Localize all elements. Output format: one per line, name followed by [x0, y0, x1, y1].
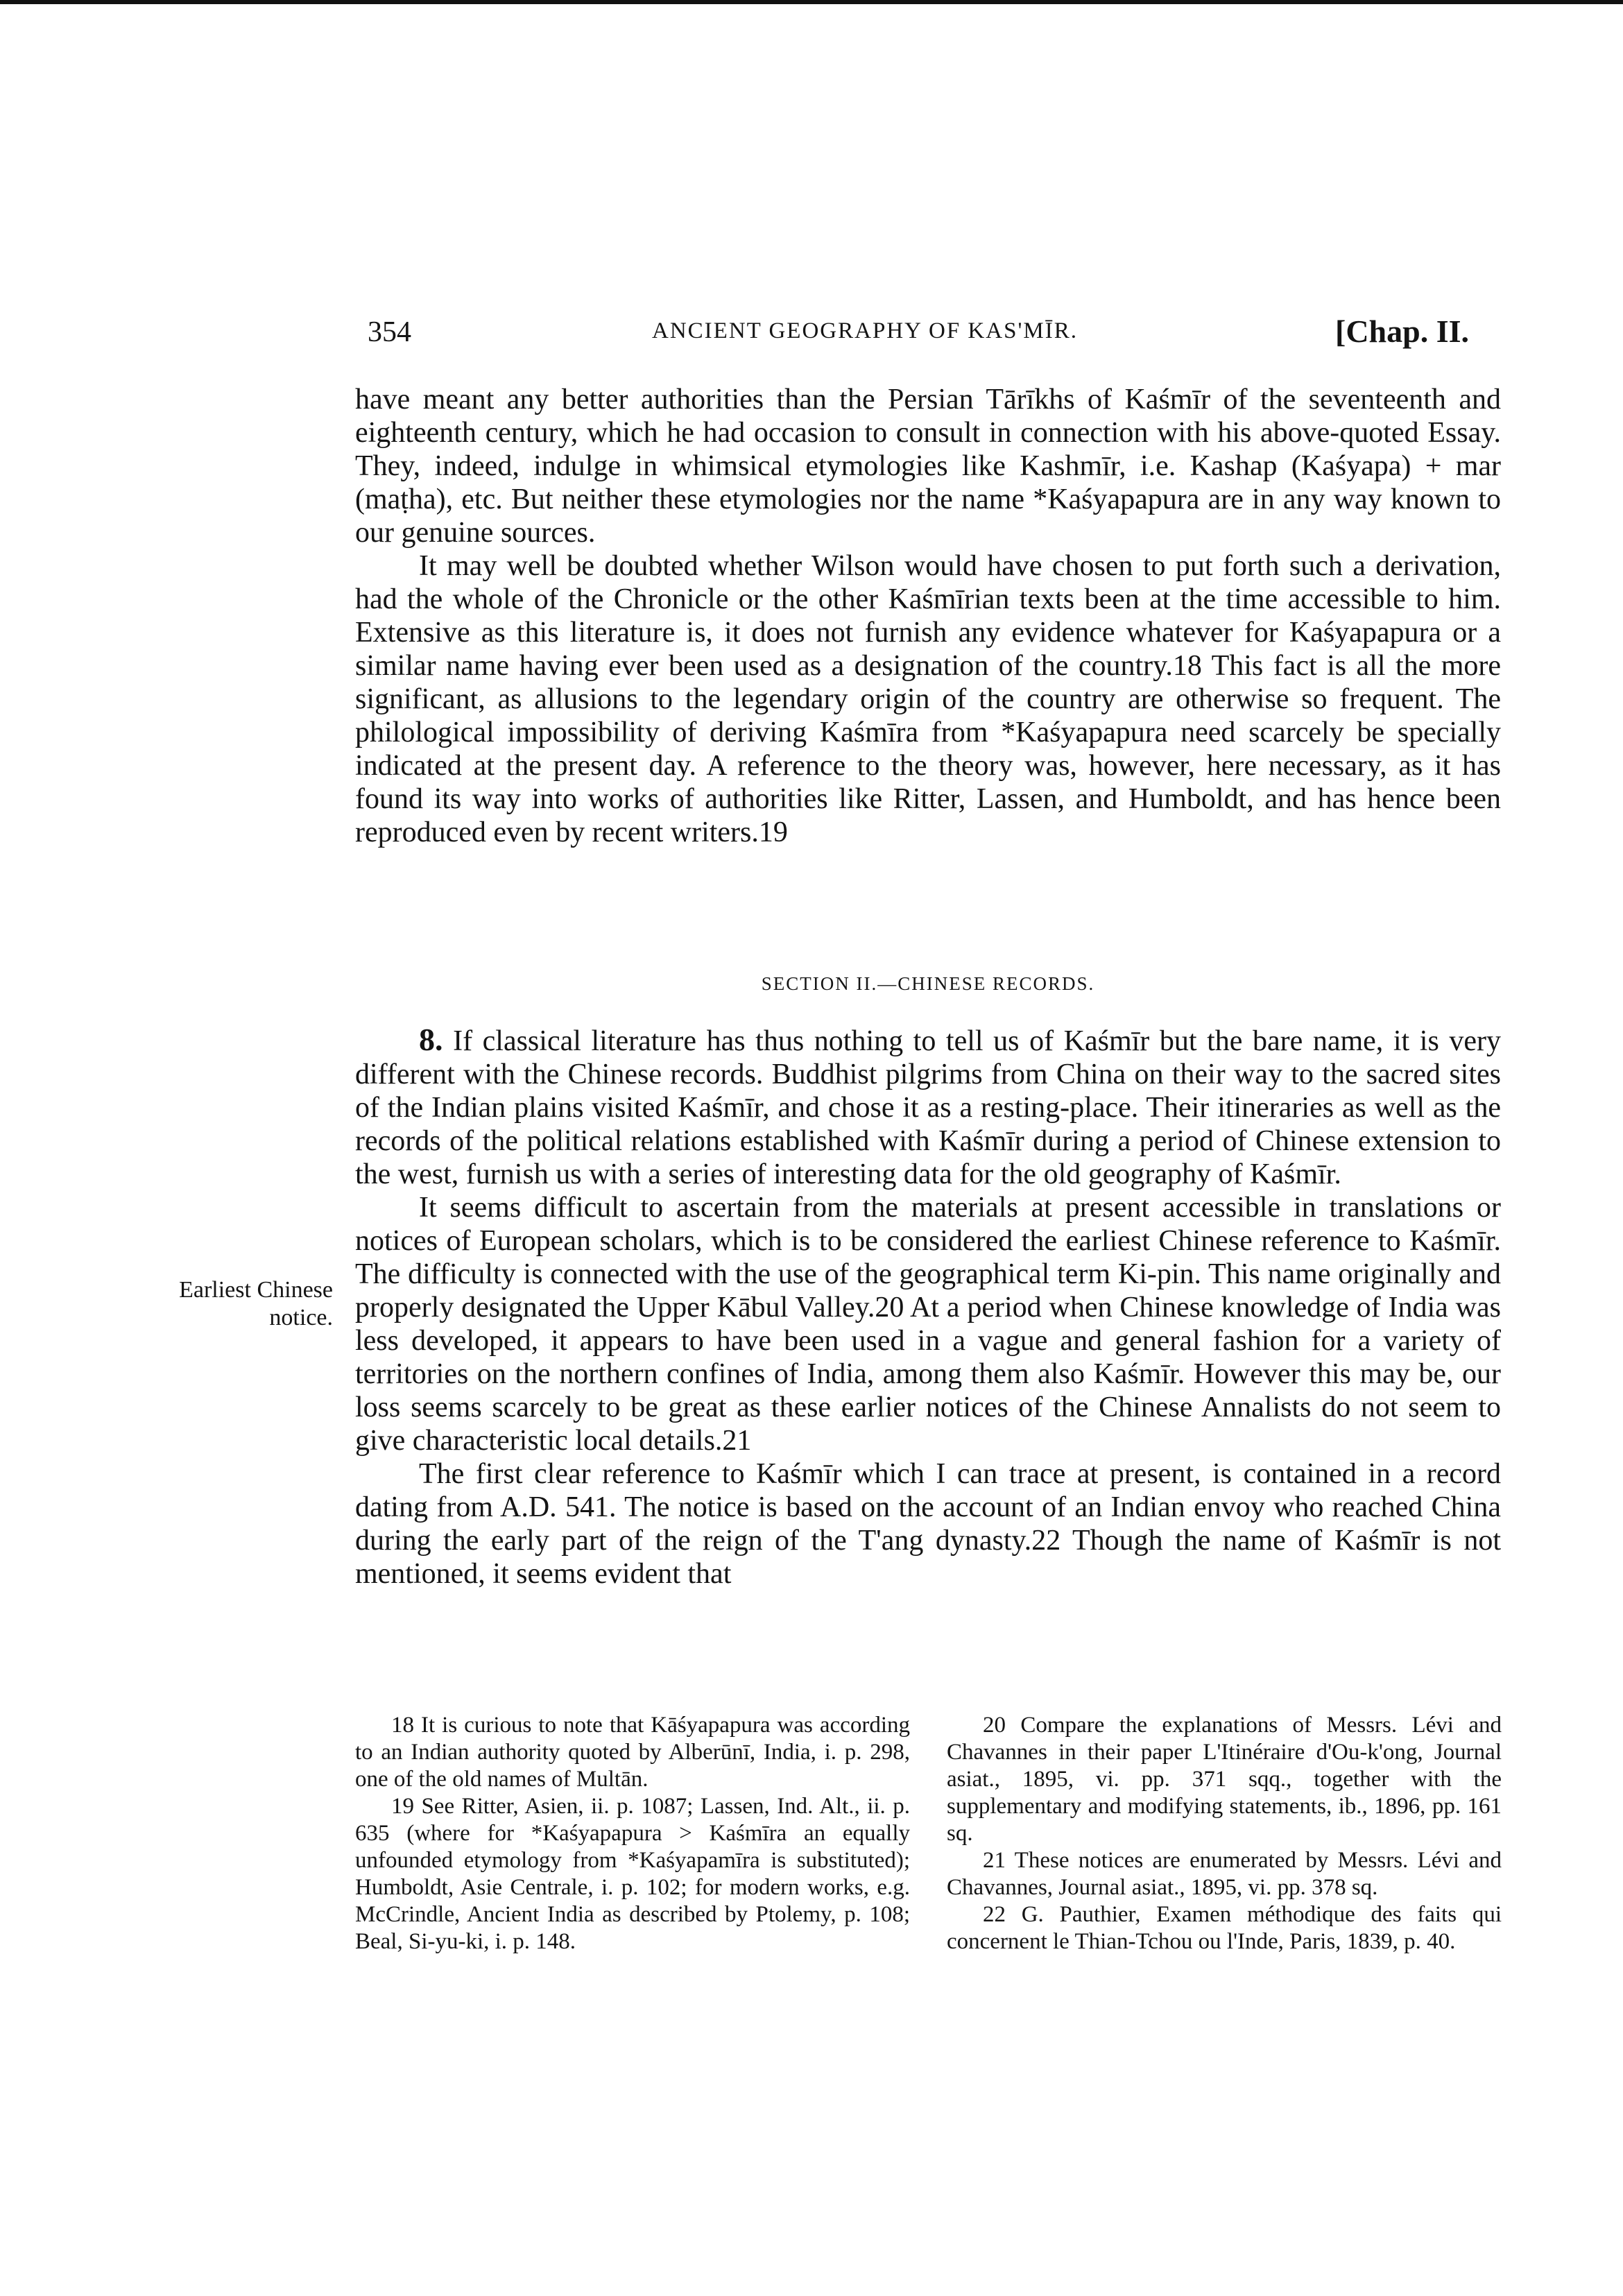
section-number: 8. [419, 1022, 443, 1057]
section-paragraph-2: It seems difficult to ascertain from the materials at present accessible in translations or notices of European scholars, which is to be considered the earliest Chinese reference to Kaśmīr. The difficulty is connected with the use of the geographical term Ki-pin. This name originally and properly designated the Upper Kābul Valley.20 At a period when Chinese knowledge of India was less developed, it appears to have been used in a vague and general fashion for a variety of territories on the northern confines of India, among them also Kaśmīr. However this may be, our loss seems scarcely to be great as these earlier notices of the Chinese Annalists do not seem to give characteristic local details.21 [355, 1192, 1501, 1457]
body-text-top [355, 383, 1501, 849]
section-paragraph-1-text: If classical literature has thus nothing to tell us of Kaśmīr but the bare name, it is very different with the Chinese records. Buddhist pilgrims from China on their way to the sacred sites of the Indian plains visited Kaśmīr, and chose it as a resting-place. Their itineraries as well as the records of the political relations established with Kaśmīr during a period of Chinese extension to the west, furnish us with a series of interesting data for the old geography of Kaśmīr. [355, 1025, 1501, 1190]
footnote-20: 20 Compare the explanations of Messrs. Lévi and Chavannes in their paper L'Itinéraire d'Ou-k'ong, Journal asiat., 1895, vi. pp. 371 sqq., together with the supplementary and modifying statements, ib., 1896, pp. 161 sq. [947, 1713, 1502, 1846]
footnote-18: 18 It is curious to note that Kāśyapapura was according to an Indian authority quoted by Alberūnī, India, i. p. 298, one of the old names of Multān. [355, 1713, 910, 1792]
chapter-label: [Chap. II. [1335, 314, 1470, 349]
page-number: 354 [368, 316, 411, 348]
margin-note: Earliest Chinese notice. [179, 1277, 333, 1330]
footnote-21: 21 These notices are enumerated by Messrs. Lévi and Chavannes, Journal asiat., 1895, vi. pp. 378 sq. [947, 1848, 1502, 1900]
footnotes-right [947, 1712, 1502, 1955]
paragraph-1: have meant any better authorities than the Persian Tārīkhs of Kaśmīr of the seventeenth and eighteenth century, which he had occasion to consult in connection with his above-quoted Essay. They, indeed, indulge in whimsical etymologies like Kashmīr, i.e. Kashap (Kaśyapa) + mar (maṭha), etc. But neither these etymologies nor the name *Kaśyapapura are in any way known to our genuine sources. [355, 384, 1501, 549]
footnote-19: 19 See Ritter, Asien, ii. p. 1087; Lassen, Ind. Alt., ii. p. 635 (where for *Kaśyapapura > Kaśmīra an equally unfounded etymology from *Kaśyapamīra is substituted); Humboldt, Asie Centrale, i. p. 102; for modern works, e.g. McCrindle, Ancient India as described by Ptolemy, p. 108; Beal, Si-yu-ki, i. p. 148. [355, 1794, 910, 1954]
top-border [0, 0, 1623, 4]
footnote-22: 22 G. Pauthier, Examen méthodique des faits qui concernent le Thian-Tchou ou l'Inde, Paris, 1839, p. 40. [947, 1902, 1502, 1954]
section-heading: SECTION II.—CHINESE RECORDS. [761, 973, 1095, 994]
page-header [0, 316, 1623, 357]
body-text-section [355, 1023, 1501, 1591]
footnotes-left [355, 1712, 910, 1955]
section-paragraph-3: The first clear reference to Kaśmīr which I can trace at present, is contained in a record dating from A.D. 541. The notice is based on the account of an Indian envoy who reached China during the early part of the reign of the T'ang dynasty.22 Though the name of Kaśmīr is not mentioned, it seems evident that [355, 1458, 1501, 1590]
running-title: ANCIENT GEOGRAPHY OF KAS'MĪR. [652, 318, 1078, 343]
section-paragraph-1 [355, 1023, 1501, 1191]
paragraph-2: It may well be doubted whether Wilson would have chosen to put forth such a derivation, had the whole of the Chronicle or the other Kaśmīrian texts been at the time accessible to him. Extensive as this literature is, it does not furnish any evidence whatever for Kaśyapapura or a similar name having ever been used as a designation of the country.18 This fact is all the more significant, as allusions to the legendary origin of the country are otherwise so frequent. The philological impossibility of deriving Kaśmīra from *Kaśyapapura need scarcely be specially indicated at the present day. A reference to the theory was, however, here necessary, as it has found its way into works of authorities like Ritter, Lassen, and Humboldt, and has hence been reproduced even by recent writers.19 [355, 550, 1501, 848]
